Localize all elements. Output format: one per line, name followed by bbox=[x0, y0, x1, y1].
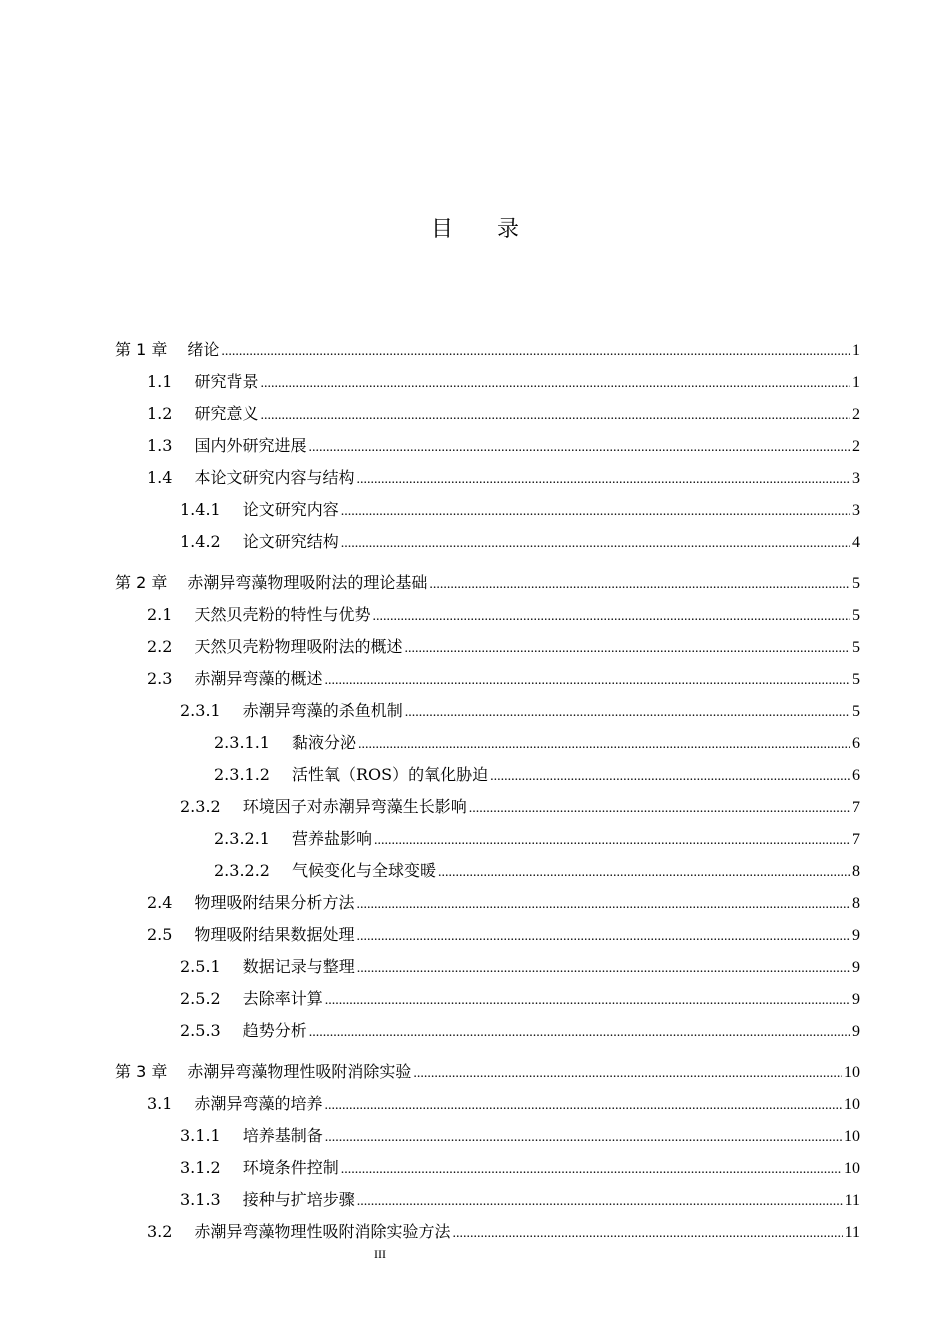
toc-entry-title: 研究意义 bbox=[194, 404, 259, 423]
toc-entry-title: 接种与扩培步骤 bbox=[242, 1190, 355, 1209]
toc-entry-title: 数据记录与整理 bbox=[242, 957, 355, 976]
toc-entry-title: 营养盐影响 bbox=[291, 829, 372, 848]
toc-entry-page: 11 bbox=[844, 1192, 860, 1209]
toc-leader-dots bbox=[404, 633, 850, 665]
toc-leader-dots bbox=[490, 761, 850, 793]
toc-section-entry[interactable] bbox=[115, 1216, 860, 1248]
toc-entry-number: 3.1 bbox=[147, 1094, 173, 1113]
table-of-contents bbox=[115, 334, 860, 1248]
toc-entry-page: 4 bbox=[852, 534, 860, 551]
page-number: III bbox=[374, 1247, 386, 1261]
toc-entry-title: 赤潮异弯藻的培养 bbox=[194, 1094, 323, 1113]
toc-section-entry[interactable] bbox=[115, 759, 860, 791]
toc-entry-title: 研究背景 bbox=[194, 372, 259, 391]
toc-entry-page: 2 bbox=[852, 406, 860, 423]
toc-entry-page: 5 bbox=[852, 671, 860, 688]
toc-entry-title: 赤潮异弯藻物理吸附法的理论基础 bbox=[187, 573, 428, 592]
toc-entry-number: 1.3 bbox=[147, 436, 173, 455]
toc-entry-title: 赤潮异弯藻物理性吸附消除实验 bbox=[187, 1062, 412, 1081]
toc-entry-title: 论文研究结构 bbox=[242, 532, 339, 551]
toc-entry-title: 绪论 bbox=[187, 340, 220, 359]
toc-leader-dots bbox=[357, 953, 850, 985]
toc-entry-number: 2.1 bbox=[147, 605, 173, 624]
toc-leader-dots bbox=[356, 464, 850, 496]
toc-leader-dots bbox=[372, 601, 850, 633]
toc-section-entry[interactable] bbox=[115, 526, 860, 558]
toc-leader-dots bbox=[221, 336, 850, 368]
toc-section-entry[interactable] bbox=[115, 791, 860, 823]
toc-entry-title: 赤潮异弯藻的杀鱼机制 bbox=[242, 701, 403, 720]
toc-entry-number: 1.4 bbox=[147, 468, 173, 487]
toc-entry-number: 3.1.2 bbox=[180, 1158, 221, 1177]
toc-section-entry[interactable] bbox=[115, 1015, 860, 1047]
toc-entry-title: 物理吸附结果分析方法 bbox=[194, 893, 355, 912]
toc-entry-title: 培养基制备 bbox=[242, 1126, 323, 1145]
toc-entry-page: 2 bbox=[852, 438, 860, 455]
toc-entry-page: 9 bbox=[852, 1023, 860, 1040]
toc-leader-dots bbox=[341, 496, 850, 528]
toc-section-entry[interactable] bbox=[115, 366, 860, 398]
toc-entry-number: 第 2 章 bbox=[115, 573, 168, 592]
toc-entry-page: 9 bbox=[852, 927, 860, 944]
toc-entry-title: 活性氧（ROS）的氧化胁迫 bbox=[291, 765, 489, 784]
toc-entry-page: 10 bbox=[844, 1128, 860, 1145]
toc-entry-title: 趋势分析 bbox=[242, 1021, 307, 1040]
toc-leader-dots bbox=[438, 857, 850, 889]
toc-entry-page: 6 bbox=[852, 735, 860, 752]
toc-section-entry[interactable] bbox=[115, 951, 860, 983]
toc-leader-dots bbox=[429, 569, 850, 601]
toc-entry-number: 2.3 bbox=[147, 669, 173, 688]
toc-leader-dots bbox=[341, 1154, 842, 1186]
toc-entry-page: 6 bbox=[852, 767, 860, 784]
toc-leader-dots bbox=[358, 729, 850, 761]
toc-entry-number: 2.3.1.2 bbox=[214, 765, 270, 784]
toc-entry-page: 5 bbox=[852, 607, 860, 624]
toc-entry-title: 环境条件控制 bbox=[242, 1158, 339, 1177]
toc-leader-dots bbox=[356, 889, 850, 921]
toc-section-entry[interactable] bbox=[115, 1088, 860, 1120]
toc-leader-dots bbox=[325, 985, 850, 1017]
toc-entry-page: 9 bbox=[852, 959, 860, 976]
toc-section-entry[interactable] bbox=[115, 1120, 860, 1152]
toc-entry-title: 去除率计算 bbox=[242, 989, 323, 1008]
toc-entry-number: 2.4 bbox=[147, 893, 173, 912]
toc-chapter-entry[interactable] bbox=[115, 1056, 860, 1088]
toc-section-entry[interactable] bbox=[115, 599, 860, 631]
toc-entry-number: 1.1 bbox=[147, 372, 173, 391]
toc-section-entry[interactable] bbox=[115, 494, 860, 526]
toc-entry-page: 5 bbox=[852, 703, 860, 720]
toc-section-entry[interactable] bbox=[115, 855, 860, 887]
toc-entry-number: 2.2 bbox=[147, 637, 173, 656]
toc-leader-dots bbox=[469, 793, 850, 825]
toc-entry-number: 1.4.2 bbox=[180, 532, 221, 551]
toc-entry-page: 10 bbox=[844, 1160, 860, 1177]
toc-entry-page: 1 bbox=[852, 374, 860, 391]
toc-leader-dots bbox=[374, 825, 850, 857]
toc-title: 目录 bbox=[430, 217, 563, 242]
toc-entry-title: 黏液分泌 bbox=[291, 733, 356, 752]
toc-leader-dots bbox=[325, 1122, 842, 1154]
toc-entry-number: 1.4.1 bbox=[180, 500, 221, 519]
toc-entry-page: 1 bbox=[852, 342, 860, 359]
toc-section-entry[interactable] bbox=[115, 631, 860, 663]
toc-entry-page: 8 bbox=[852, 863, 860, 880]
toc-leader-dots bbox=[324, 1090, 842, 1122]
toc-leader-dots bbox=[452, 1218, 842, 1250]
toc-entry-page: 11 bbox=[844, 1224, 860, 1241]
toc-entry-number: 2.5.2 bbox=[180, 989, 221, 1008]
toc-entry-page: 9 bbox=[852, 991, 860, 1008]
toc-section-entry[interactable] bbox=[115, 1152, 860, 1184]
toc-chapter-entry[interactable] bbox=[115, 567, 860, 599]
toc-entry-number: 3.1.1 bbox=[180, 1126, 221, 1145]
toc-entry-number: 2.3.1 bbox=[180, 701, 221, 720]
toc-entry-title: 物理吸附结果数据处理 bbox=[194, 925, 355, 944]
toc-entry-page: 3 bbox=[852, 470, 860, 487]
toc-entry-number: 2.3.1.1 bbox=[214, 733, 270, 752]
toc-leader-dots bbox=[405, 697, 850, 729]
toc-entry-title: 赤潮异弯藻物理性吸附消除实验方法 bbox=[194, 1222, 451, 1241]
toc-entry-number: 第 1 章 bbox=[115, 340, 168, 359]
toc-entry-page: 5 bbox=[852, 639, 860, 656]
toc-entry-page: 10 bbox=[844, 1064, 860, 1081]
toc-leader-dots bbox=[260, 368, 850, 400]
toc-section-entry[interactable] bbox=[115, 919, 860, 951]
toc-entry-number: 2.3.2.2 bbox=[214, 861, 270, 880]
toc-entry-page: 5 bbox=[852, 575, 860, 592]
toc-section-entry[interactable] bbox=[115, 695, 860, 727]
toc-entry-title: 气候变化与全球变暖 bbox=[291, 861, 436, 880]
toc-leader-dots bbox=[356, 921, 850, 953]
toc-entry-title: 天然贝壳粉的特性与优势 bbox=[194, 605, 371, 624]
toc-leader-dots bbox=[413, 1058, 842, 1090]
toc-section-entry[interactable] bbox=[115, 887, 860, 919]
toc-leader-dots bbox=[309, 1017, 850, 1049]
toc-section-entry[interactable] bbox=[115, 430, 860, 462]
toc-entry-number: 第 3 章 bbox=[115, 1062, 168, 1081]
toc-leader-dots bbox=[341, 528, 850, 560]
toc-section-entry[interactable] bbox=[115, 663, 860, 695]
toc-chapter-entry[interactable] bbox=[115, 334, 860, 366]
toc-entry-title: 本论文研究内容与结构 bbox=[194, 468, 355, 487]
toc-entry-number: 2.5 bbox=[147, 925, 173, 944]
toc-entry-number: 1.2 bbox=[147, 404, 173, 423]
toc-entry-title: 赤潮异弯藻的概述 bbox=[194, 669, 323, 688]
toc-leader-dots bbox=[308, 432, 850, 464]
toc-entry-number: 2.5.1 bbox=[180, 957, 221, 976]
toc-entry-number: 2.5.3 bbox=[180, 1021, 221, 1040]
toc-entry-page: 3 bbox=[852, 502, 860, 519]
toc-entry-title: 论文研究内容 bbox=[242, 500, 339, 519]
toc-section-entry[interactable] bbox=[115, 462, 860, 494]
toc-entry-title: 国内外研究进展 bbox=[194, 436, 307, 455]
toc-section-entry[interactable] bbox=[115, 727, 860, 759]
toc-entry-page: 7 bbox=[852, 831, 860, 848]
toc-entry-number: 2.3.2 bbox=[180, 797, 221, 816]
toc-entry-page: 10 bbox=[844, 1096, 860, 1113]
toc-entry-number: 3.2 bbox=[147, 1222, 173, 1241]
toc-entry-page: 7 bbox=[852, 799, 860, 816]
toc-entry-number: 2.3.2.1 bbox=[214, 829, 270, 848]
toc-leader-dots bbox=[357, 1186, 843, 1218]
toc-section-entry[interactable] bbox=[115, 983, 860, 1015]
toc-section-entry[interactable] bbox=[115, 823, 860, 855]
toc-section-entry[interactable] bbox=[115, 398, 860, 430]
toc-entry-page: 8 bbox=[852, 895, 860, 912]
toc-entry-number: 3.1.3 bbox=[180, 1190, 221, 1209]
toc-entry-title: 天然贝壳粉物理吸附法的概述 bbox=[194, 637, 403, 656]
toc-section-entry[interactable] bbox=[115, 1184, 860, 1216]
toc-entry-title: 环境因子对赤潮异弯藻生长影响 bbox=[242, 797, 467, 816]
toc-leader-dots bbox=[324, 665, 850, 697]
toc-leader-dots bbox=[260, 400, 850, 432]
